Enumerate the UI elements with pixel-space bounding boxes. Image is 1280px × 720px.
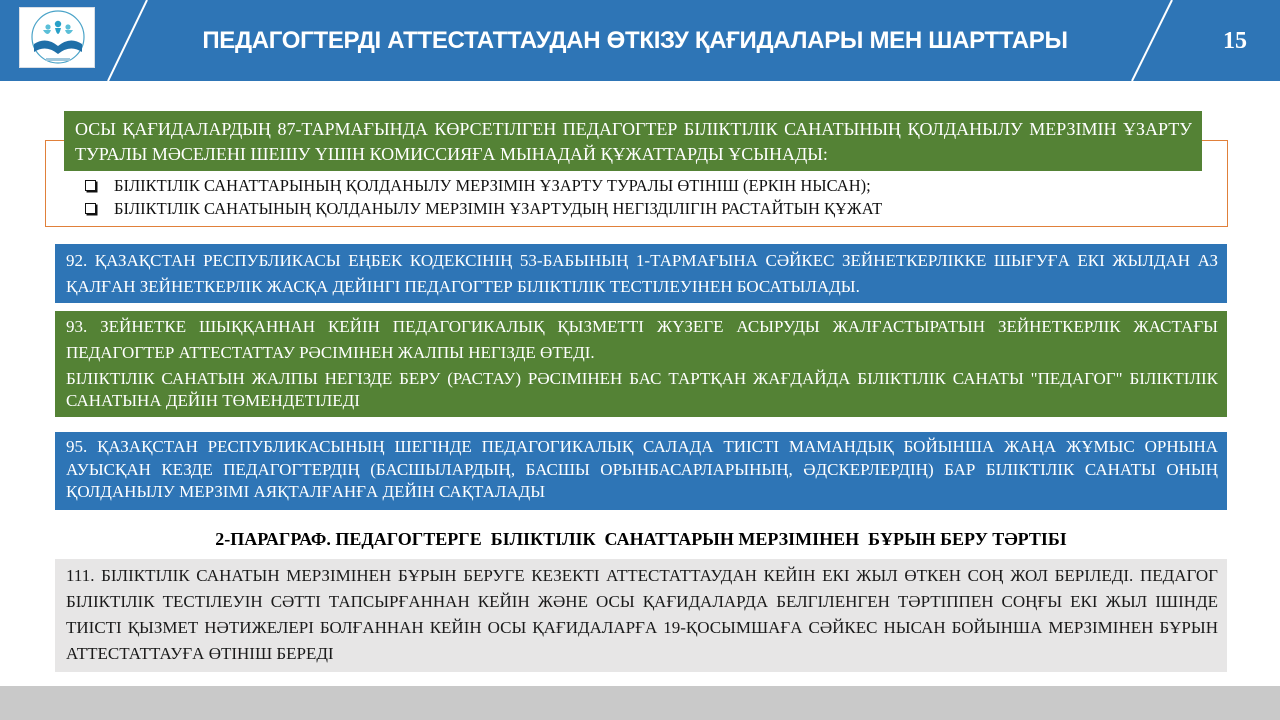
point-93-text: 93. ЗЕЙНЕТКЕ ШЫҚҚАННАН КЕЙІН ПЕДАГОГИКАЛЫҚ ҚЫЗМЕТТІ ЖҮЗЕГЕ АСЫРУДЫ ЖАЛҒАСТЫРАТЫН ЗЕЙНЕТКЕРЛІК ЖАСТАҒЫ ПЕДАГОГТЕР АТТЕСТАТТАУ РӘСІМІНЕН ЖАЛПЫ НЕГІЗДЕ ӨТЕДІ. <box>66 317 1218 362</box>
point-111-text: 111. БІЛІКТІЛІК САНАТЫН МЕРЗІМІНЕН БҰРЫН БЕРУГЕ КЕЗЕКТІ АТТЕСТАТТАУДАН КЕЙІН ЕКІ ЖЫЛ ӨТКЕН СОҢ ЖОЛ БЕРІЛЕДІ. ПЕДАГОГ БІЛІКТІЛІК ТЕСТІЛЕУІН СӘТТІ ТАПСЫРҒАННАН КЕЙІН ЖӘНЕ ОСЫ ҚАҒИДАЛАРДА БЕЛГІЛЕНГЕН ТӘРТІППЕН СОҢҒЫ ЕКІ ЖЫЛ ІШІНДЕ ТИІСТІ ҚЫЗМЕТ НӘТИЖЕЛЕРІ БОЛҒАННАН КЕЙІН ОСЫ ҚАҒИДАЛАРҒА 19-ҚОСЫМШАҒА СӘЙКЕС НЫСАН БОЙЫНША МЕРЗІМІНЕН БҰРЫН АТТЕСТАТТАУҒА ӨТІНІШ БЕРЕДІ <box>66 566 1218 663</box>
page-title: ПЕДАГОГТЕРДІ АТТЕСТАТТАУДАН ӨТКІЗУ ҚАҒИДАЛАРЫ МЕН ШАРТТАРЫ <box>202 27 1068 54</box>
list-item <box>82 174 1202 197</box>
slide-header <box>0 0 1280 81</box>
point-111-box <box>55 559 1227 672</box>
slide-number: 15 <box>1223 28 1247 54</box>
list-item <box>82 197 1202 220</box>
section-2-title: 2-ПАРАГРАФ. ПЕДАГОГТЕРГЕ БІЛІКТІЛІК САНАТТАРЫН МЕРЗІМІНЕН БҰРЫН БЕРУ ТӘРТІБІ <box>215 529 1067 549</box>
documents-list <box>82 174 1202 220</box>
checkbox-bullet-icon <box>85 180 96 191</box>
point-92-box <box>55 244 1227 303</box>
point-93-note: БІЛІКТІЛІК САНАТЫН ЖАЛПЫ НЕГІЗДЕ БЕРУ (РАСТАУ) РӘСІМІНЕН БАС ТАРТҚАН ЖАҒДАЙДА БІЛІКТІЛІК САНАТЫ "ПЕДАГОГ" БІЛІКТІЛІК САНАТЫНА ДЕЙІН ТӨМЕНДЕТІЛЕДІ <box>66 369 1218 410</box>
point-95-text: 95. ҚАЗАҚСТАН РЕСПУБЛИКАСЫНЫҢ ШЕГІНДЕ ПЕДАГОГИКАЛЫҚ САЛАДА ТИІСТІ МАМАНДЫҚ БОЙЫНША ЖАҢА ЖҰМЫС ОРНЫНА АУЫСҚАН КЕЗДЕ ПЕДАГОГТЕРДІҢ (БАСШЫЛАРДЫҢ, БАСШЫ ОРЫНБАСАРЛАРЫНЫҢ, ӘДСКЕРЛЕРДІҢ) БАР БІЛІКТІЛІК САНАТЫ ОНЫҢ ҚОЛДАНЫЛУ МЕРЗІМІ АЯҚТАЛҒАНҒА ДЕЙІН САҚТАЛАДЫ <box>66 437 1218 501</box>
intro-text: ОСЫ ҚАҒИДАЛАРДЫҢ 87-ТАРМАҒЫНДА КӨРСЕТІЛГЕН ПЕДАГОГТЕР БІЛІКТІЛІК САНАТЫНЫҢ ҚОЛДАНЫЛУ МЕРЗІМІН ҰЗАРТУ ТУРАЛЫ МӘСЕЛЕНІ ШЕШУ ҮШІН КОМИССИЯҒА МЫНАДАЙ ҚҰЖАТТАРДЫ ҰСЫНАДЫ: <box>75 119 1192 164</box>
checkbox-bullet-icon <box>85 203 96 214</box>
education-book-people-logo-icon <box>19 7 95 68</box>
point-95-box <box>55 432 1227 510</box>
point-93-box <box>55 311 1227 417</box>
document-item-application: БІЛІКТІЛІК САНАТТАРЫНЫҢ ҚОЛДАНЫЛУ МЕРЗІМІН ҰЗАРТУ ТУРАЛЫ ӨТІНІШ (ЕРКІН НЫСАН); <box>114 176 871 195</box>
footer-band <box>0 686 1280 720</box>
document-item-justification: БІЛІКТІЛІК САНАТЫНЫҢ ҚОЛДАНЫЛУ МЕРЗІМІН ҰЗАРТУДЫҢ НЕГІЗДІЛІГІН РАСТАЙТЫН ҚҰЖАТ <box>114 199 883 218</box>
intro-box <box>64 111 1202 171</box>
point-92-text: 92. ҚАЗАҚСТАН РЕСПУБЛИКАСЫ ЕҢБЕК КОДЕКСІНІҢ 53-БАБЫНЫҢ 1-ТАРМАҒЫНА СӘЙКЕС ЗЕЙНЕТКЕРЛІККЕ ШЫҒУҒА ЕКІ ЖЫЛДАН АЗ ҚАЛҒАН ЗЕЙНЕТКЕРЛІК ЖАСҚА ДЕЙІНГІ ПЕДАГОГТЕР БІЛІКТІЛІК ТЕСТІЛЕУІНЕН БОСАТЫЛАДЫ. <box>66 251 1218 296</box>
